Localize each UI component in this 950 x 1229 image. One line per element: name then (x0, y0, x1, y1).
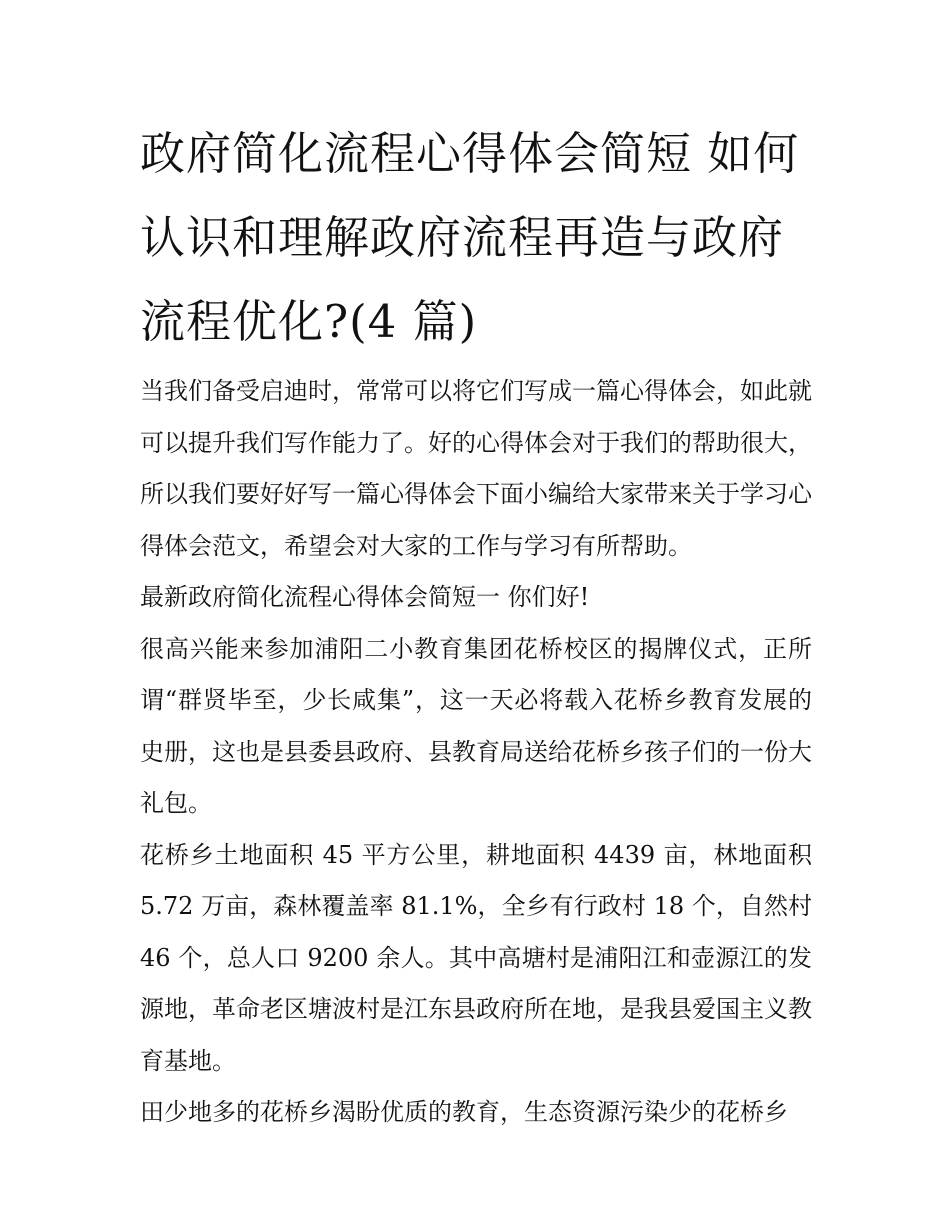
paragraph-ceremony: 很高兴能来参加浦阳二小教育集团花桥校区的揭牌仪式，正所谓“群贤毕至，少长咸集”，这一天必将载入花桥乡教育发展的史册，这也是县委县政府、县教育局送给花桥乡孩子们的一份大礼包。 (140, 634, 812, 817)
document-title: 政府简化流程心得体会简短 如何认识和理解政府流程再造与政府流程优化?(4 篇) (140, 127, 800, 348)
paragraph-intro: 当我们备受启迪时，常常可以将它们写成一篇心得体会，如此就可以提升我们写作能力了。好的心得体会对于我们的帮助很大，所以我们要好好写一篇心得体会下面小编给大家带来关于学习心得体会范文，希望会对大家的工作与学习有所帮助。 (140, 377, 812, 560)
paragraph-statistics: 花桥乡土地面积 45 平方公里，耕地面积 4439 亩，林地面积 5.72 万亩，森林覆盖率 81.1%，全乡有行政村 18 个，自然村 46 个，总人口 9200 余人。其中高塘村是浦阳江和壶源江的发源地，革命老区塘波村是江东县政府所在地，是我县爱国主义教育基地。 (140, 840, 812, 1075)
paragraph-continuation: 田少地多的花桥乡渴盼优质的教育，生态资源污染少的花桥乡 (140, 1098, 788, 1126)
document-page (140, 112, 812, 1139)
paragraph-section-heading: 最新政府简化流程心得体会简短一 你们好! (140, 583, 590, 611)
